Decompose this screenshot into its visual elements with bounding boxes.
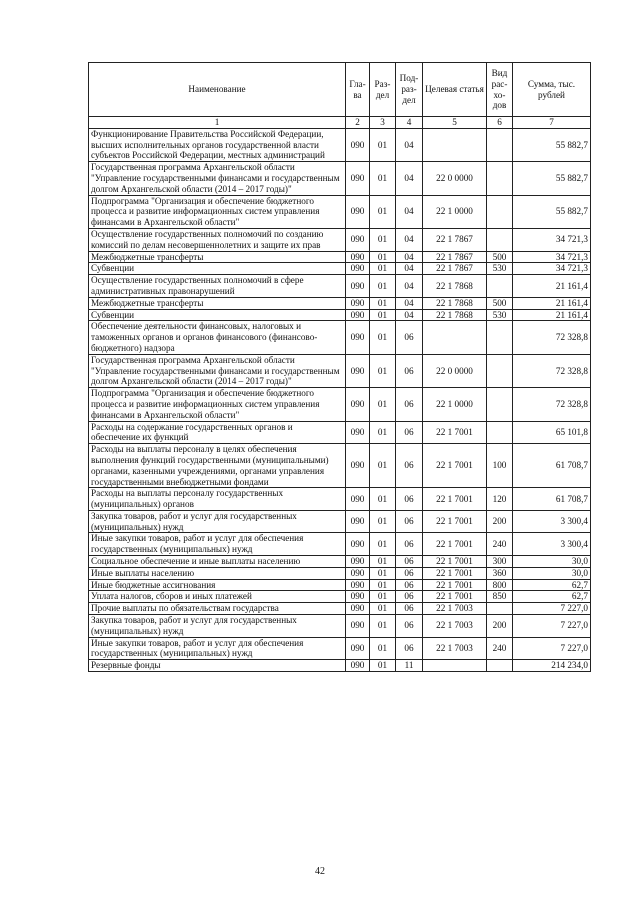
cell-glava: 090 — [346, 321, 370, 354]
table-row — [89, 297, 591, 309]
cell-razdel: 01 — [370, 275, 396, 298]
cell-summa: 65 101,8 — [513, 421, 591, 444]
cell-summa: 21 161,4 — [513, 297, 591, 309]
header-name: Наименование — [89, 63, 346, 117]
cell-statya — [423, 321, 487, 354]
cell-statya: 22 1 0000 — [423, 195, 487, 228]
cell-podrazdel: 04 — [396, 297, 423, 309]
cell-podrazdel: 06 — [396, 533, 423, 556]
table-body — [89, 128, 591, 671]
cell-summa: 61 708,7 — [513, 488, 591, 511]
cell-statya: 22 1 7001 — [423, 421, 487, 444]
cell-vid: 240 — [487, 533, 513, 556]
cell-summa: 30,0 — [513, 556, 591, 568]
column-number-row — [89, 117, 591, 129]
cell-summa: 3 300,4 — [513, 533, 591, 556]
table-row — [89, 591, 591, 603]
cell-name: Уплата налогов, сборов и иных платежей — [89, 591, 346, 603]
cell-podrazdel: 06 — [396, 354, 423, 387]
cell-name: Подпрограмма "Организация и обеспечение бюджетного процесса и развитие информационных систем управления финансами в Архангельской области" — [89, 195, 346, 228]
header-summa: Сумма, тыс. рублей — [513, 63, 591, 117]
cell-statya: 22 1 7001 — [423, 510, 487, 533]
column-number: 2 — [346, 117, 370, 129]
cell-name: Осуществление государственных полномочий по созданию комиссий по делам несовершеннолетних и защите их прав — [89, 228, 346, 251]
cell-vid — [487, 388, 513, 421]
cell-razdel: 01 — [370, 444, 396, 488]
cell-name: Расходы на выплаты персоналу государственных (муниципальных) органов — [89, 488, 346, 511]
cell-glava: 090 — [346, 251, 370, 263]
cell-podrazdel: 04 — [396, 275, 423, 298]
cell-summa: 34 721,3 — [513, 251, 591, 263]
cell-vid — [487, 228, 513, 251]
table-row — [89, 510, 591, 533]
cell-vid: 850 — [487, 591, 513, 603]
cell-statya: 22 1 7001 — [423, 488, 487, 511]
cell-summa: 21 161,4 — [513, 309, 591, 321]
cell-podrazdel: 06 — [396, 444, 423, 488]
cell-podrazdel: 06 — [396, 615, 423, 638]
cell-podrazdel: 06 — [396, 556, 423, 568]
cell-summa: 72 328,8 — [513, 321, 591, 354]
cell-glava: 090 — [346, 354, 370, 387]
cell-vid — [487, 321, 513, 354]
cell-name: Межбюджетные трансферты — [89, 297, 346, 309]
cell-razdel: 01 — [370, 556, 396, 568]
cell-podrazdel: 06 — [396, 388, 423, 421]
cell-summa: 62,7 — [513, 579, 591, 591]
header-statya: Целевая статья — [423, 63, 487, 117]
cell-podrazdel: 06 — [396, 579, 423, 591]
cell-name: Подпрограмма "Организация и обеспечение бюджетного процесса и развитие информационных систем управления финансами в Архангельской области" — [89, 388, 346, 421]
cell-podrazdel: 06 — [396, 567, 423, 579]
cell-podrazdel: 06 — [396, 591, 423, 603]
table-row — [89, 488, 591, 511]
cell-name: Расходы на выплаты персоналу в целях обеспечения выполнения функций государственными (муниципальными) органами, казенными учреждениями, органами управления государственными внебюджетными фондами — [89, 444, 346, 488]
cell-razdel: 01 — [370, 195, 396, 228]
table-row — [89, 195, 591, 228]
cell-glava: 090 — [346, 591, 370, 603]
cell-statya: 22 1 7001 — [423, 444, 487, 488]
cell-name: Межбюджетные трансферты — [89, 251, 346, 263]
table-row — [89, 128, 591, 161]
cell-podrazdel: 06 — [396, 488, 423, 511]
table-row — [89, 388, 591, 421]
cell-statya: 22 1 7003 — [423, 603, 487, 615]
cell-statya: 22 1 7867 — [423, 263, 487, 275]
cell-glava: 090 — [346, 660, 370, 672]
cell-statya: 22 1 7868 — [423, 309, 487, 321]
cell-statya: 22 1 7003 — [423, 637, 487, 660]
cell-name: Закупка товаров, работ и услуг для государственных (муниципальных) нужд — [89, 615, 346, 638]
cell-razdel: 01 — [370, 128, 396, 161]
table-row — [89, 263, 591, 275]
cell-razdel: 01 — [370, 251, 396, 263]
cell-summa: 62,7 — [513, 591, 591, 603]
cell-statya: 22 1 7867 — [423, 251, 487, 263]
cell-vid — [487, 128, 513, 161]
page-number: 42 — [315, 866, 325, 877]
cell-vid: 360 — [487, 567, 513, 579]
cell-razdel: 01 — [370, 660, 396, 672]
table-row — [89, 637, 591, 660]
cell-podrazdel: 06 — [396, 603, 423, 615]
column-number: 3 — [370, 117, 396, 129]
column-number: 1 — [89, 117, 346, 129]
cell-name: Государственная программа Архангельской области "Управление государственными финансами и государственным долгом Архангельской области (2014 – 2017 годы)" — [89, 162, 346, 195]
cell-podrazdel: 06 — [396, 510, 423, 533]
cell-glava: 090 — [346, 263, 370, 275]
table-row — [89, 444, 591, 488]
cell-statya: 22 1 7001 — [423, 556, 487, 568]
cell-name: Обеспечение деятельности финансовых, налоговых и таможенных органов и органов финансового (финансово-бюджетного) надзора — [89, 321, 346, 354]
cell-statya: 22 0 0000 — [423, 162, 487, 195]
cell-glava: 090 — [346, 297, 370, 309]
cell-razdel: 01 — [370, 263, 396, 275]
column-number: 5 — [423, 117, 487, 129]
cell-glava: 090 — [346, 510, 370, 533]
table-row — [89, 421, 591, 444]
cell-glava: 090 — [346, 421, 370, 444]
column-number: 4 — [396, 117, 423, 129]
cell-name: Иные выплаты населению — [89, 567, 346, 579]
table-row — [89, 309, 591, 321]
cell-summa: 7 227,0 — [513, 637, 591, 660]
cell-glava: 090 — [346, 309, 370, 321]
cell-razdel: 01 — [370, 510, 396, 533]
cell-statya: 22 1 7001 — [423, 579, 487, 591]
cell-vid: 200 — [487, 510, 513, 533]
cell-podrazdel: 04 — [396, 128, 423, 161]
cell-razdel: 01 — [370, 162, 396, 195]
cell-podrazdel: 04 — [396, 309, 423, 321]
cell-vid — [487, 354, 513, 387]
cell-razdel: 01 — [370, 533, 396, 556]
header-glava: Гла-ва — [346, 63, 370, 117]
column-number: 6 — [487, 117, 513, 129]
budget-table — [88, 62, 591, 672]
cell-name: Резервные фонды — [89, 660, 346, 672]
cell-razdel: 01 — [370, 579, 396, 591]
cell-statya: 22 1 7867 — [423, 228, 487, 251]
cell-glava: 090 — [346, 128, 370, 161]
cell-statya: 22 1 7003 — [423, 615, 487, 638]
cell-podrazdel: 04 — [396, 162, 423, 195]
cell-summa: 34 721,3 — [513, 263, 591, 275]
cell-summa: 7 227,0 — [513, 603, 591, 615]
cell-summa: 30,0 — [513, 567, 591, 579]
cell-summa: 34 721,3 — [513, 228, 591, 251]
cell-podrazdel: 11 — [396, 660, 423, 672]
cell-statya: 22 1 7001 — [423, 567, 487, 579]
cell-name: Расходы на содержание государственных органов и обеспечение их функций — [89, 421, 346, 444]
cell-vid — [487, 421, 513, 444]
table-row — [89, 603, 591, 615]
cell-vid — [487, 660, 513, 672]
cell-name: Функционирование Правительства Российской Федерации, высших исполнительных органов государственной власти субъектов Российской Федерации, местных администраций — [89, 128, 346, 161]
cell-summa: 3 300,4 — [513, 510, 591, 533]
cell-statya: 22 1 7868 — [423, 275, 487, 298]
cell-vid — [487, 275, 513, 298]
cell-name: Иные закупки товаров, работ и услуг для обеспечения государственных (муниципальных) нужд — [89, 533, 346, 556]
cell-vid — [487, 195, 513, 228]
cell-statya: 22 1 7001 — [423, 533, 487, 556]
cell-glava: 090 — [346, 388, 370, 421]
header-razdel: Раз-дел — [370, 63, 396, 117]
cell-glava: 090 — [346, 615, 370, 638]
cell-summa: 55 882,7 — [513, 128, 591, 161]
cell-statya: 22 1 7868 — [423, 297, 487, 309]
cell-podrazdel: 06 — [396, 421, 423, 444]
cell-name: Осуществление государственных полномочий в сфере административных правонарушений — [89, 275, 346, 298]
cell-statya: 22 1 0000 — [423, 388, 487, 421]
table-row — [89, 354, 591, 387]
cell-vid: 530 — [487, 309, 513, 321]
cell-vid: 120 — [487, 488, 513, 511]
cell-podrazdel: 04 — [396, 228, 423, 251]
table-row — [89, 162, 591, 195]
header-row — [89, 63, 591, 117]
cell-podrazdel: 04 — [396, 263, 423, 275]
cell-razdel: 01 — [370, 591, 396, 603]
column-number: 7 — [513, 117, 591, 129]
cell-vid: 530 — [487, 263, 513, 275]
cell-name: Иные закупки товаров, работ и услуг для обеспечения государственных (муниципальных) нужд — [89, 637, 346, 660]
cell-name: Государственная программа Архангельской области "Управление государственными финансами и государственным долгом Архангельской области (2014 – 2017 годы)" — [89, 354, 346, 387]
cell-statya: 22 1 7001 — [423, 591, 487, 603]
cell-statya: 22 0 0000 — [423, 354, 487, 387]
cell-summa: 55 882,7 — [513, 195, 591, 228]
cell-name: Закупка товаров, работ и услуг для государственных (муниципальных) нужд — [89, 510, 346, 533]
cell-glava: 090 — [346, 195, 370, 228]
cell-summa: 72 328,8 — [513, 388, 591, 421]
cell-glava: 090 — [346, 579, 370, 591]
cell-summa: 72 328,8 — [513, 354, 591, 387]
cell-glava: 090 — [346, 567, 370, 579]
cell-razdel: 01 — [370, 615, 396, 638]
table-row — [89, 275, 591, 298]
cell-razdel: 01 — [370, 603, 396, 615]
cell-vid — [487, 603, 513, 615]
cell-razdel: 01 — [370, 637, 396, 660]
cell-vid: 500 — [487, 251, 513, 263]
table-row — [89, 321, 591, 354]
cell-statya — [423, 128, 487, 161]
cell-podrazdel: 06 — [396, 637, 423, 660]
cell-glava: 090 — [346, 162, 370, 195]
cell-podrazdel: 06 — [396, 321, 423, 354]
cell-summa: 21 161,4 — [513, 275, 591, 298]
cell-glava: 090 — [346, 556, 370, 568]
cell-name: Прочие выплаты по обязательствам государства — [89, 603, 346, 615]
header-podrazdel: Под-раз-дел — [396, 63, 423, 117]
cell-summa: 61 708,7 — [513, 444, 591, 488]
table-row — [89, 533, 591, 556]
cell-razdel: 01 — [370, 421, 396, 444]
table-row — [89, 251, 591, 263]
cell-razdel: 01 — [370, 321, 396, 354]
table-row — [89, 567, 591, 579]
cell-razdel: 01 — [370, 228, 396, 251]
cell-glava: 090 — [346, 603, 370, 615]
table-row — [89, 579, 591, 591]
cell-vid: 100 — [487, 444, 513, 488]
cell-podrazdel: 04 — [396, 195, 423, 228]
cell-glava: 090 — [346, 488, 370, 511]
cell-razdel: 01 — [370, 297, 396, 309]
table-row — [89, 228, 591, 251]
cell-name: Социальное обеспечение и иные выплаты населению — [89, 556, 346, 568]
table-row — [89, 660, 591, 672]
table-row — [89, 615, 591, 638]
header-vid: Вид рас-хо-дов — [487, 63, 513, 117]
cell-name: Субвенции — [89, 263, 346, 275]
cell-statya — [423, 660, 487, 672]
cell-vid — [487, 162, 513, 195]
cell-vid: 200 — [487, 615, 513, 638]
cell-summa: 214 234,0 — [513, 660, 591, 672]
cell-name: Иные бюджетные ассигнования — [89, 579, 346, 591]
cell-name: Субвенции — [89, 309, 346, 321]
cell-razdel: 01 — [370, 354, 396, 387]
cell-vid: 240 — [487, 637, 513, 660]
cell-razdel: 01 — [370, 567, 396, 579]
cell-glava: 090 — [346, 444, 370, 488]
cell-razdel: 01 — [370, 488, 396, 511]
cell-glava: 090 — [346, 228, 370, 251]
cell-razdel: 01 — [370, 388, 396, 421]
cell-vid: 300 — [487, 556, 513, 568]
cell-glava: 090 — [346, 533, 370, 556]
cell-summa: 7 227,0 — [513, 615, 591, 638]
cell-glava: 090 — [346, 637, 370, 660]
cell-vid: 800 — [487, 579, 513, 591]
cell-summa: 55 882,7 — [513, 162, 591, 195]
cell-podrazdel: 04 — [396, 251, 423, 263]
cell-glava: 090 — [346, 275, 370, 298]
cell-razdel: 01 — [370, 309, 396, 321]
cell-vid: 500 — [487, 297, 513, 309]
table-row — [89, 556, 591, 568]
